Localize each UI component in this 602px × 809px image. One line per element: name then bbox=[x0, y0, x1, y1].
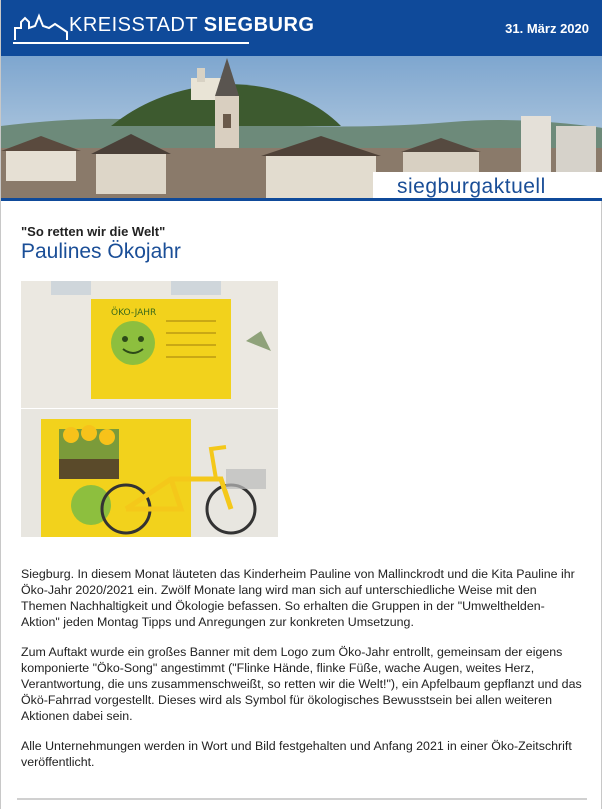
brand-underline bbox=[13, 42, 249, 44]
newsletter-title[interactable]: siegburgaktuell bbox=[373, 172, 602, 198]
article-paragraph: Alle Unternehmungen werden in Wort und Bild festgehalten und Anfang 2021 in einer Öko-Zeitschrift veröffentlicht. bbox=[21, 739, 572, 769]
header-bar bbox=[1, 0, 602, 56]
photo-banner bbox=[21, 281, 278, 408]
brand-wordmark[interactable] bbox=[69, 14, 314, 37]
issue-date: 31. März 2020 bbox=[505, 21, 589, 36]
article-title[interactable]: Paulines Ökojahr bbox=[21, 240, 181, 263]
photo-bicycle bbox=[21, 409, 278, 537]
article-kicker: "So retten wir die Welt" bbox=[21, 224, 166, 239]
article-paragraph: Siegburg. In diesem Monat läuteten das Kinderheim Pauline von Mallinckrodt und die Kita Pauline ihr Öko-Jahr 2020/2021 ein. Zwölf Monate lang wird man sich auf unterschiedliche Weise mit den Themen Nachhaltigkeit und Ökologie befassen. So erhalten die Gruppen in der "Umwelthelden-Aktion" jeden Montag Tipps und Anregungen zur konkreten Umsetzung. bbox=[21, 567, 575, 629]
brand-bold: SIEGBURG bbox=[203, 14, 315, 36]
hero-divider bbox=[1, 198, 602, 201]
article-paragraph: Zum Auftakt wurde ein großes Banner mit dem Logo zum Öko-Jahr entrollt, gemeinsam der eigens komponierte "Öko-Song" angestimmt ("Flinke Hände, flinke Füße, wache Augen, weites Herz, Verantwortung, die uns zusammenschweißt, so retten wir die Welt!"), ein Apfelbaum gepflanzt und das Ökö-Fahrrad vorgestellt. Dieses wird als Symbol für ökologisches Bewusstsein bei allen weiteren Aktionen dabei sein. bbox=[21, 645, 582, 723]
brand-light: KREISSTADT bbox=[69, 14, 198, 36]
footer-divider bbox=[17, 798, 587, 800]
hero-image bbox=[1, 56, 602, 198]
banner-text: ÖKO-JAHR bbox=[111, 308, 157, 318]
